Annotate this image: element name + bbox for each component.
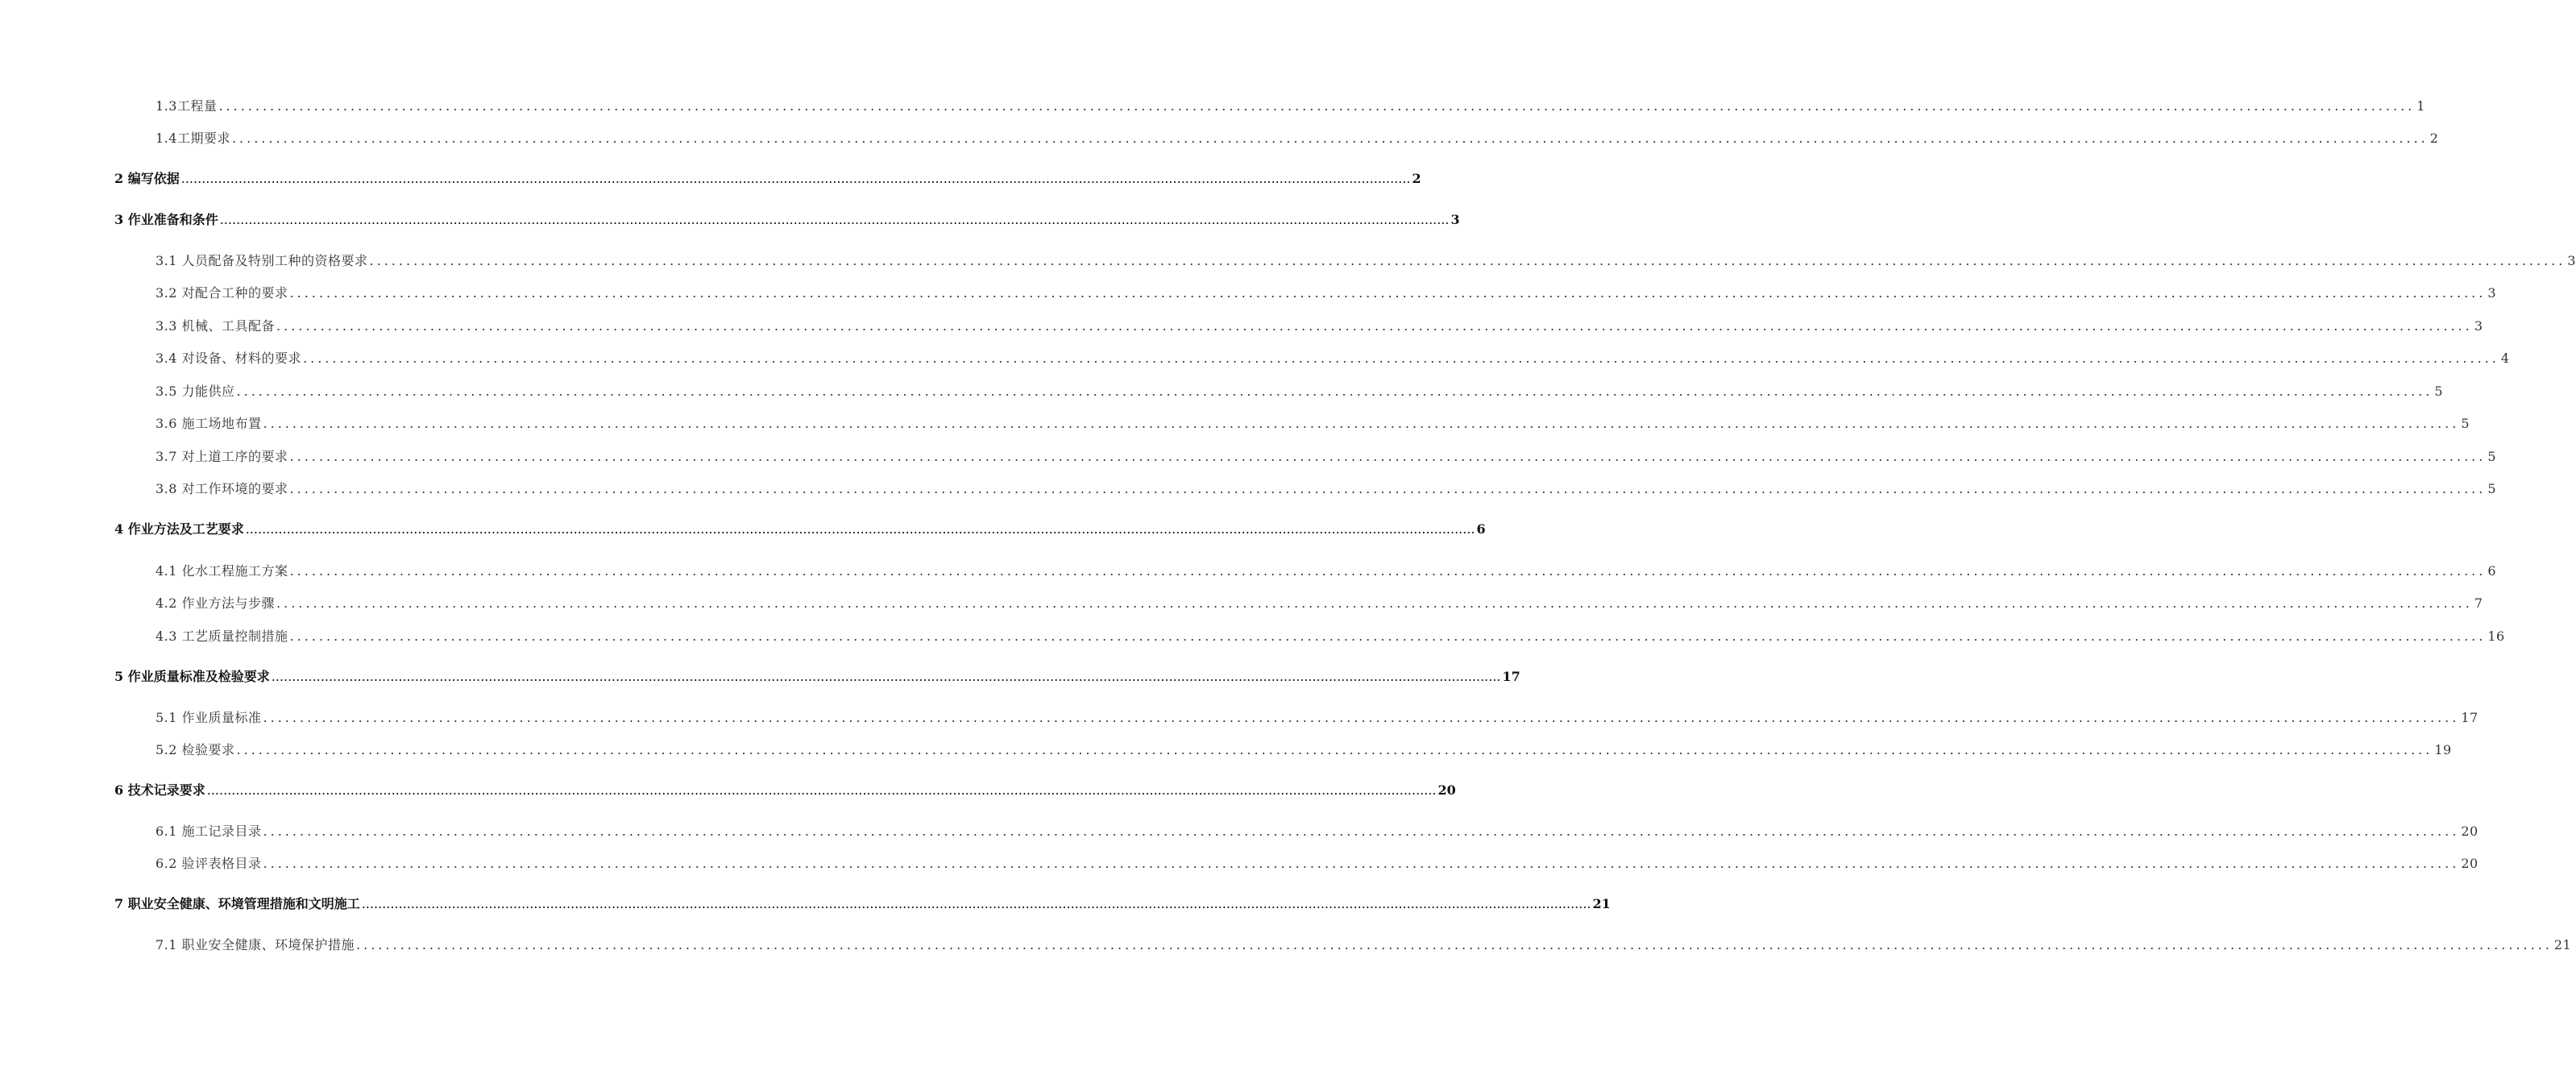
toc-leader-dots: ............................................................................................................................................................................................................................................................................................................: [218, 98, 2416, 114]
toc-chapter[interactable]: [114, 894, 1611, 914]
toc-page-number: 17: [1502, 669, 1520, 684]
toc-section[interactable]: [156, 594, 2483, 613]
toc-leader-dots: ............................................................................................................................................................................................................................................................................................................: [263, 710, 2460, 725]
toc-entry-label: 6 技术记录要求: [114, 782, 205, 798]
toc-section[interactable]: [156, 741, 2452, 760]
toc-leader-dots: ............................................................................................................................................................................................................................................................................................................: [303, 351, 2499, 366]
toc-entry-label: 5.2 检验要求: [156, 742, 235, 757]
toc-entry-label: 5.1 作业质量标准: [156, 710, 262, 725]
toc-leader-dots: ............................................................................................................................................................................................................................................................................................................: [263, 416, 2460, 431]
toc-section[interactable]: [156, 317, 2483, 336]
toc-entry-label: 7.1 职业安全健康、环境保护措施: [156, 937, 355, 952]
toc-section[interactable]: [156, 854, 2479, 873]
toc-page-number: 21: [2553, 937, 2572, 952]
toc-page-number: 2: [2429, 131, 2439, 146]
toc-page-number: 20: [1437, 782, 1456, 798]
toc-chapter[interactable]: [114, 781, 1456, 800]
toc-page-number: 6: [2487, 563, 2497, 579]
toc-page-number: 1: [2416, 98, 2425, 114]
toc-entry-label: 1.4工期要求: [156, 131, 230, 146]
toc-section[interactable]: [156, 97, 2425, 116]
toc-entry-label: 3.2 对配合工种的要求: [156, 285, 288, 301]
toc-section[interactable]: [156, 414, 2470, 434]
toc-page-number: 16: [2487, 629, 2505, 644]
toc-entry-label: 4.3 工艺质量控制措施: [156, 629, 288, 644]
toc-leader-dots: ............................................................................................................................................................................................................................................................................................................: [356, 937, 2553, 952]
toc-entry-label: 7 职业安全健康、环境管理措施和文明施工: [114, 896, 360, 911]
toc-page-number: 5: [2487, 481, 2497, 496]
toc-page-number: 2: [1412, 171, 1421, 186]
toc-page-number: 17: [2461, 710, 2479, 725]
toc-leader-dots: ............................................................................................................................................................................................................................................................................................................: [180, 171, 1411, 186]
toc-entry-label: 3.7 对上道工序的要求: [156, 449, 288, 464]
toc-page-number: 5: [2434, 384, 2444, 399]
toc-leader-dots: ............................................................................................................................................................................................................................................................................................................: [289, 285, 2487, 301]
toc-section[interactable]: [156, 479, 2497, 499]
toc-page-number: 3: [2567, 253, 2576, 268]
toc-entry-label: 5 作业质量标准及检验要求: [114, 669, 270, 684]
toc-leader-dots: ............................................................................................................................................................................................................................................................................................................: [276, 318, 2473, 334]
toc-chapter[interactable]: [114, 210, 1460, 230]
toc-page-number: 3: [2474, 318, 2483, 334]
toc-leader-dots: ............................................................................................................................................................................................................................................................................................................: [245, 521, 1475, 537]
toc-leader-dots: ............................................................................................................................................................................................................................................................................................................: [206, 782, 1437, 798]
toc-page-number: 20: [2461, 856, 2479, 871]
toc-chapter[interactable]: [114, 169, 1421, 189]
toc-page-number: 5: [2461, 416, 2470, 431]
toc-leader-dots: ............................................................................................................................................................................................................................................................................................................: [271, 669, 1501, 684]
toc-section[interactable]: [156, 822, 2479, 841]
toc-page-number: 19: [2434, 742, 2452, 757]
toc-entry-label: 3.6 施工场地布置: [156, 416, 262, 431]
toc-entry-label: 4.1 化水工程施工方案: [156, 563, 288, 579]
toc-section[interactable]: [156, 349, 2510, 368]
toc-page-number: 20: [2461, 824, 2479, 839]
toc-page-number: 21: [1592, 896, 1611, 911]
toc-entry-label: 3.8 对工作环境的要求: [156, 481, 288, 496]
toc-entry-label: 1.3工程量: [156, 98, 218, 114]
toc-section[interactable]: [156, 251, 2576, 271]
toc-leader-dots: ............................................................................................................................................................................................................................................................................................................: [236, 384, 2433, 399]
toc-page-number: 7: [2474, 595, 2483, 611]
toc-chapter[interactable]: [114, 667, 1520, 687]
toc-leader-dots: ............................................................................................................................................................................................................................................................................................................: [219, 212, 1450, 227]
toc-page-number: 3: [2487, 285, 2497, 301]
toc-page-number: 5: [2487, 449, 2497, 464]
toc-entry-label: 6.1 施工记录目录: [156, 824, 262, 839]
toc-leader-dots: ............................................................................................................................................................................................................................................................................................................: [263, 856, 2460, 871]
toc-leader-dots: ............................................................................................................................................................................................................................................................................................................: [369, 253, 2566, 268]
toc-section[interactable]: [156, 447, 2497, 467]
toc-entry-label: 3.1 人员配备及特别工种的资格要求: [156, 253, 368, 268]
toc-section[interactable]: [156, 936, 2572, 955]
toc-page-number: 3: [1450, 212, 1460, 227]
toc-entry-label: 2 编写依据: [114, 171, 180, 186]
toc-leader-dots: ............................................................................................................................................................................................................................................................................................................: [276, 595, 2473, 611]
toc-section[interactable]: [156, 129, 2439, 148]
toc-page-number: 6: [1476, 521, 1486, 537]
toc-entry-label: 3.5 力能供应: [156, 384, 235, 399]
toc-leader-dots: ............................................................................................................................................................................................................................................................................................................: [289, 629, 2487, 644]
toc-entry-label: 3 作业准备和条件: [114, 212, 218, 227]
toc-section[interactable]: [156, 382, 2444, 401]
toc-entry-label: 6.2 验评表格目录: [156, 856, 262, 871]
toc-entry-label: 3.4 对设备、材料的要求: [156, 351, 302, 366]
toc-leader-dots: ............................................................................................................................................................................................................................................................................................................: [289, 449, 2487, 464]
toc-leader-dots: ............................................................................................................................................................................................................................................................................................................: [263, 824, 2460, 839]
toc-section[interactable]: [156, 284, 2497, 303]
toc-chapter[interactable]: [114, 520, 1486, 539]
toc-section[interactable]: [156, 627, 2505, 646]
toc-leader-dots: ............................................................................................................................................................................................................................................................................................................: [289, 481, 2487, 496]
toc-leader-dots: ............................................................................................................................................................................................................................................................................................................: [361, 896, 1591, 911]
toc-leader-dots: ............................................................................................................................................................................................................................................................................................................: [289, 563, 2487, 579]
toc-entry-label: 3.3 机械、工具配备: [156, 318, 276, 334]
toc-entry-label: 4.2 作业方法与步骤: [156, 595, 276, 611]
toc-section[interactable]: [156, 562, 2497, 581]
toc-leader-dots: ............................................................................................................................................................................................................................................................................................................: [231, 131, 2429, 146]
toc-page-number: 4: [2500, 351, 2510, 366]
toc-entry-label: 4 作业方法及工艺要求: [114, 521, 244, 537]
toc-section[interactable]: [156, 708, 2479, 728]
toc-leader-dots: ............................................................................................................................................................................................................................................................................................................: [236, 742, 2433, 757]
